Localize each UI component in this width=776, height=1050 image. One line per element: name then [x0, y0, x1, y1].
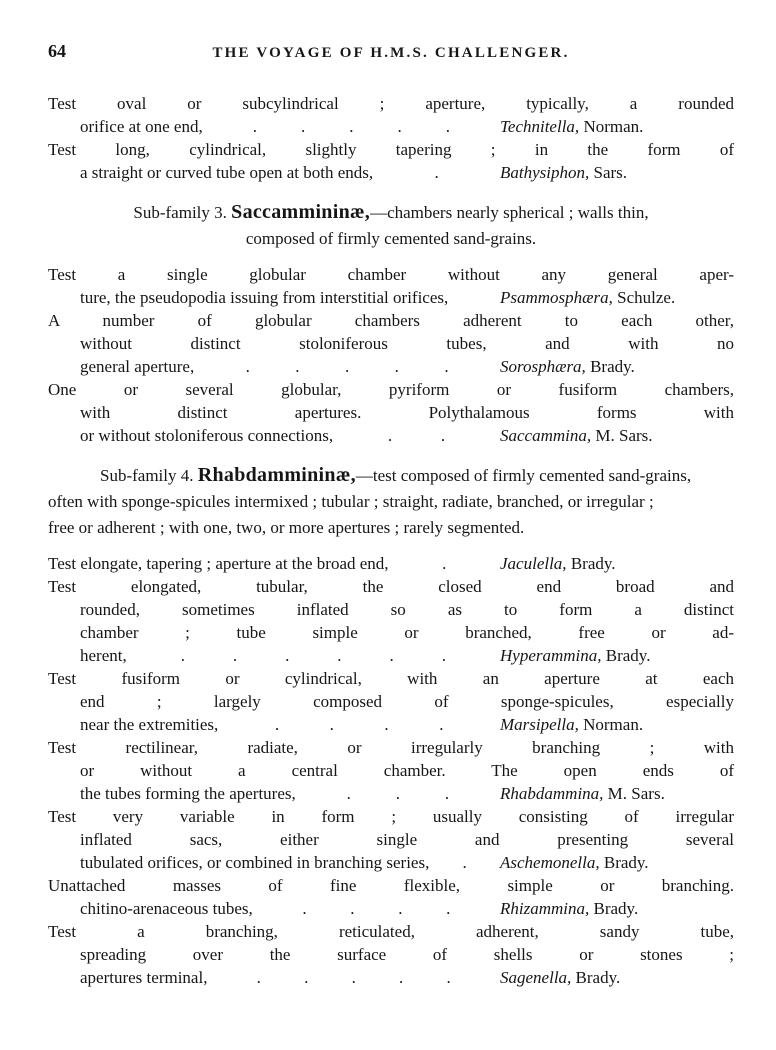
- subfamily-description: —test composed of firmly cemented sand-grains,: [355, 466, 692, 485]
- author-name: M. Sars.: [595, 426, 653, 445]
- genus-cell: [500, 713, 734, 736]
- entry-text-line: Unattached masses of fine flexible, simple or branching.: [48, 876, 734, 895]
- dot-leader: .: [434, 163, 439, 182]
- author-name: Sars.: [593, 163, 628, 182]
- key-entry-aschemonella: [48, 805, 734, 874]
- genus-name: Sorosphæra,: [500, 357, 586, 376]
- entry-text-line: without distinct stoloniferous tubes, and with no: [80, 334, 734, 353]
- entry-last-line: [48, 161, 734, 184]
- author-name: Brady.: [590, 357, 635, 376]
- dot-leader: . .: [387, 426, 446, 445]
- genus-cell: [500, 897, 734, 920]
- entry-text-line: rounded, sometimes inflated so as to form a distinct: [80, 600, 734, 619]
- entry-text-line: chamber ; tube simple or branched, free or ad-: [80, 623, 734, 642]
- author-name: Brady.: [605, 646, 651, 665]
- subfamily-4-line1: [48, 462, 734, 489]
- entry-text-line: spreading over the surface of shells or stones ;: [80, 945, 734, 964]
- entry-text-line: Test fusiform or cylindrical, with an aperture at each: [48, 669, 734, 688]
- entry-text-line: A number of globular chambers adherent to each other,: [48, 311, 734, 330]
- dot-leader: . . . . . .: [180, 646, 446, 665]
- author-name: Brady.: [603, 853, 649, 872]
- entry-text-line: Test a branching, reticulated, adherent, sandy tube,: [48, 922, 734, 941]
- entry-last-line: [48, 897, 734, 920]
- entry-last-line: [48, 782, 734, 805]
- subfamily-4-line2: often with sponge-spicules intermixed ; tubular ; straight, radiate, branched, or irregular ;: [48, 492, 654, 511]
- entry-text-line: Test a single globular chamber without any general aper-: [48, 265, 734, 284]
- author-name: Brady.: [570, 554, 616, 573]
- entry-text: herent,: [80, 646, 127, 665]
- subfamily-4-line3: free or adherent ; with one, two, or more apertures ; rarely segmented.: [48, 518, 525, 537]
- genus-name: Rhizammina,: [500, 899, 590, 918]
- key-entry-rhizammina: [48, 874, 734, 920]
- entry-text-line: Test oval or subcylindrical ; aperture, typically, a rounded: [48, 94, 734, 113]
- key-entry-bathysiphon: [48, 138, 734, 184]
- author-name: Brady.: [593, 899, 639, 918]
- genus-cell: [500, 424, 734, 447]
- genus-name: Psammosphæra,: [500, 288, 613, 307]
- key-entry-jaculella: [48, 552, 734, 575]
- entry-text-line: end ; largely composed of sponge-spicules, especially: [80, 692, 734, 711]
- genus-cell: [500, 355, 734, 378]
- key-entry-sorosphaera: [48, 309, 734, 378]
- entry-text: ture, the pseudopodia issuing from interstitial orifices,: [80, 288, 449, 307]
- entry-text-line: Test rectilinear, radiate, or irregularly branching ; with: [48, 738, 734, 757]
- entry-text: apertures terminal,: [80, 968, 208, 987]
- dot-leader: . . . . .: [245, 357, 449, 376]
- subfamily-prefix: Sub-family 4.: [100, 466, 194, 485]
- entry-text: a straight or curved tube open at both ends,: [80, 163, 374, 182]
- entry-last-line: [48, 851, 734, 874]
- entry-text: orifice at one end,: [80, 117, 203, 136]
- key-entry-saccammina: [48, 378, 734, 447]
- genus-cell: [500, 782, 734, 805]
- entry-last-line: [48, 115, 734, 138]
- entry-text-line: or without a central chamber. The open ends of: [80, 761, 734, 780]
- genus-name: Sagenella,: [500, 968, 572, 987]
- key-entry-hyperammina: [48, 575, 734, 667]
- running-title: THE VOYAGE OF H.M.S. CHALLENGER.: [212, 45, 570, 61]
- subfamily-4-heading: [48, 462, 734, 541]
- entry-text: near the extremities,: [80, 715, 219, 734]
- genus-cell: [500, 552, 734, 575]
- entry-text-line: with distinct apertures. Polythalamous forms with: [80, 403, 734, 422]
- entry-text: or without stoloniferous connections,: [80, 426, 334, 445]
- subfamily-3-line1: [48, 199, 734, 226]
- entry-text: Test elongate, tapering ; aperture at the broad end,: [48, 554, 389, 573]
- entry-last-line: [48, 552, 734, 575]
- genus-name: Marsipella,: [500, 715, 579, 734]
- author-name: Norman.: [583, 117, 644, 136]
- genus-cell: [500, 286, 734, 309]
- dot-leader: .: [442, 554, 447, 573]
- dot-leader: . . . .: [302, 899, 451, 918]
- dot-leader: .: [462, 853, 467, 872]
- dot-leader: . . . . .: [256, 968, 451, 987]
- genus-cell: [500, 851, 734, 874]
- key-entry-psammosphaera: [48, 263, 734, 309]
- author-name: M. Sars.: [607, 784, 665, 803]
- entry-text-line: Test elongated, tubular, the closed end broad and: [48, 577, 734, 596]
- entry-text-line: inflated sacs, either single and presenting several: [80, 830, 734, 849]
- genus-cell: [500, 644, 734, 667]
- dot-leader: . . . . .: [252, 117, 450, 136]
- author-name: Norman.: [583, 715, 644, 734]
- key-entry-marsipella: [48, 667, 734, 736]
- entry-last-line: [48, 713, 734, 736]
- author-name: Schulze.: [617, 288, 676, 307]
- subfamily-name: Saccammininæ,: [231, 201, 371, 223]
- entry-text: tubulated orifices, or combined in branching series,: [80, 853, 430, 872]
- subfamily-3-line2: composed of firmly cemented sand-grains.: [245, 229, 537, 248]
- subfamily-description: —chambers nearly spherical ; walls thin,: [370, 203, 649, 222]
- key-entry-sagenella: [48, 920, 734, 989]
- page-body: [48, 92, 734, 989]
- entry-last-line: [48, 644, 734, 667]
- entry-last-line: [48, 286, 734, 309]
- genus-cell: [500, 115, 734, 138]
- genus-name: Aschemonella,: [500, 853, 600, 872]
- dot-leader: . . . .: [274, 715, 444, 734]
- entry-last-line: [48, 424, 734, 447]
- genus-cell: [500, 161, 734, 184]
- genus-cell: [500, 966, 734, 989]
- entry-text-line: One or several globular, pyriform or fusiform chambers,: [48, 380, 734, 399]
- genus-name: Bathysiphon,: [500, 163, 590, 182]
- key-entry-rhabdammina: [48, 736, 734, 805]
- key-entry-technitella: [48, 92, 734, 138]
- entry-last-line: [48, 966, 734, 989]
- genus-name: Rhabdammina,: [500, 784, 604, 803]
- page-number: 64: [48, 41, 66, 61]
- genus-name: Jaculella,: [500, 554, 567, 573]
- genus-name: Saccammina,: [500, 426, 592, 445]
- subfamily-prefix: Sub-family 3.: [133, 203, 227, 222]
- subfamily-3-heading: [48, 199, 734, 252]
- entry-text-line: Test long, cylindrical, slightly tapering ; in the form of: [48, 140, 734, 159]
- page-content: [48, 40, 734, 989]
- subfamily-name: Rhabdammininæ,: [197, 464, 356, 486]
- dot-leader: . . .: [346, 784, 450, 803]
- entry-last-line: [48, 355, 734, 378]
- entry-text: general aperture,: [80, 357, 195, 376]
- genus-name: Hyperammina,: [500, 646, 602, 665]
- entry-text: the tubes forming the apertures,: [80, 784, 296, 803]
- genus-name: Technitella,: [500, 117, 580, 136]
- running-head: [48, 40, 734, 62]
- entry-text-line: Test very variable in form ; usually consisting of irregular: [48, 807, 734, 826]
- entry-text: chitino-arenaceous tubes,: [80, 899, 253, 918]
- author-name: Brady.: [575, 968, 621, 987]
